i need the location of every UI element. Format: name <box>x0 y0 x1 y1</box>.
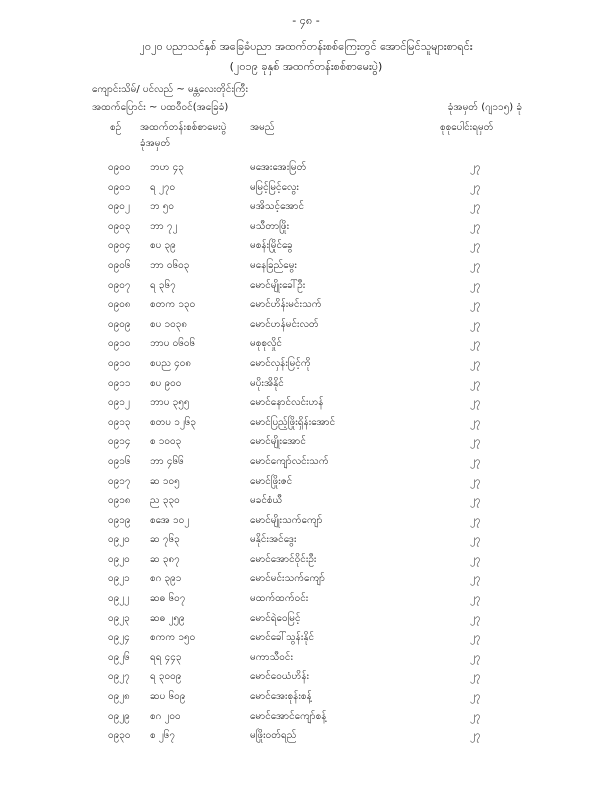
roll-number: ရရ ၄၄၃ <box>150 651 182 663</box>
row-number: ၀၉၂၇ <box>108 671 130 683</box>
table-row <box>0 709 612 729</box>
student-name: မအေးအေးမြတ် <box>250 162 307 173</box>
row-number: ၀၉၀၉ <box>108 318 131 330</box>
row-number: ၀၉၀၈ <box>108 299 131 311</box>
total-mark: ၂၇ <box>470 416 481 428</box>
table-row <box>0 513 612 533</box>
table-row <box>0 728 612 748</box>
roll-number: ဆ ၇၆၃ <box>150 534 180 546</box>
student-name: မအိသင့်အောင် <box>250 201 304 213</box>
row-number: ၀၉၀၆ <box>108 259 131 271</box>
student-name: မစုစုလှိုင် <box>250 338 282 350</box>
table-row <box>0 571 612 591</box>
table-row <box>0 650 612 670</box>
roll-number: ဘာ ၄၆၆ <box>150 455 184 467</box>
row-number: ၀၉၁၂ <box>108 397 130 409</box>
table-row <box>0 669 612 689</box>
roll-number: ဘ ၅၀ <box>150 201 175 213</box>
student-name: မကာသီဝင်း <box>250 651 293 663</box>
student-name: မမြင့်မြင့်လွေး <box>250 181 299 193</box>
table-row <box>0 474 612 494</box>
row-number: ၀၉၀၇ <box>108 279 131 291</box>
student-name: မသီတာဖြိုး <box>250 220 290 232</box>
student-name: မနိုင်းအင်ဒွေး <box>250 534 297 546</box>
col-header-roll: အထက်တန်းစစ်စာမေးပွဲ <box>140 122 227 133</box>
student-name: မောင်မျိုးခေါ်ဦး <box>250 279 306 291</box>
table-row <box>0 258 612 278</box>
total-mark: ၂၇ <box>470 299 481 311</box>
col-header-no: စဉ် <box>110 122 122 133</box>
total-mark: ၂၇ <box>470 730 481 742</box>
student-name: မောင်ဖြိုးဇင် <box>250 475 293 487</box>
row-number: ၀၉၀၂ <box>108 201 130 213</box>
student-name: မောင်ပြည့်ဖြိုးရှိန်းအောင် <box>250 416 336 428</box>
col-header-mark: စုစုပေါင်းရမှတ် <box>440 122 494 133</box>
student-name: မခင်စံယီ <box>250 495 283 507</box>
table-row <box>0 532 612 552</box>
row-number: ၀၉၁၆ <box>108 455 131 467</box>
row-number: ၀၉၂၄ <box>108 632 130 644</box>
document-title: ၂၀၂၀ ပညာသင်နှစ် အခြေခံပညာ အထက်တန်းစစ်ကြေးတွင် အောင်မြင်သူများစာရင်း <box>139 40 473 53</box>
table-row <box>0 376 612 396</box>
table-row <box>0 160 612 180</box>
row-number: ၀၉၁၁ <box>108 377 131 389</box>
student-name: မောင်အေးစုန်းစန့် <box>250 691 312 703</box>
total-mark: ၂၇ <box>470 612 481 624</box>
roll-number: စပ ၁၀၃၈ <box>150 318 188 330</box>
roll-number: ဆဓ ၂၅၉ <box>150 612 185 624</box>
table-row <box>0 611 612 631</box>
total-mark: ၂၇ <box>470 495 481 507</box>
total-mark: ၂၇ <box>470 671 481 683</box>
roll-number: စ ၁၀၀၃ <box>150 436 182 448</box>
table-row <box>0 415 612 435</box>
table-row <box>0 454 612 474</box>
total-mark: ၂၇ <box>470 338 481 350</box>
roll-number: စ ၂၆၇ <box>150 730 175 742</box>
total-mark: ၂၇ <box>470 710 481 722</box>
total-mark: ၂၇ <box>470 397 481 409</box>
total-mark: ၂၇ <box>470 240 481 252</box>
roll-number: ရ ၃၆၇ <box>150 279 176 291</box>
region-label: ကျောင်းသိမ်/ ပင်လည် ~ မန္တလေးတိုင်းကြီး <box>92 84 249 95</box>
total-mark: ၂၇ <box>470 534 481 546</box>
table-row <box>0 199 612 219</box>
row-number: ၀၉၃၀ <box>108 730 131 742</box>
student-name: မောင်ကျော်လင်းသက် <box>250 455 329 467</box>
page-number: - ၄၈ - <box>292 14 320 27</box>
student-name: မောင်အောင်ကျော်စန့် <box>250 710 327 722</box>
total-mark: ၂၇ <box>470 651 481 663</box>
roll-number: စတက ၁၃၀ <box>150 299 196 311</box>
row-number: ၀၉၁၈ <box>108 495 131 507</box>
roll-number: ဘာပ ၀၆၀၆ <box>150 338 196 350</box>
total-mark: ၂၇ <box>470 201 481 213</box>
table-row <box>0 395 612 415</box>
total-mark: ၂၇ <box>470 279 481 291</box>
row-number: ၀၉၀၄ <box>108 240 131 252</box>
total-mark: ၂၇ <box>470 377 481 389</box>
row-number: ၀၉၂၆ <box>108 651 130 663</box>
table-row <box>0 297 612 317</box>
total-mark: ၂၇ <box>470 436 481 448</box>
row-number: ၀၉၂၉ <box>108 710 130 722</box>
roll-number: စပ ၉၀၀ <box>150 377 182 389</box>
roll-number: စအေ ၁၀၂ <box>150 514 190 526</box>
roll-number: စပည ၄၀၈ <box>150 357 192 369</box>
row-number: ၀၉၁၀ <box>108 357 131 369</box>
row-number: ၀၉၀၁ <box>108 181 131 193</box>
table-row <box>0 356 612 376</box>
row-number: ၀၉၂၀ <box>108 553 130 565</box>
row-number: ၀၉၀၀ <box>108 162 131 173</box>
total-mark: ၂၇ <box>470 691 481 703</box>
total-mark: ၂၇ <box>470 632 481 644</box>
col-header-roll-sub: ခုံအမှတ် <box>140 138 171 149</box>
student-name: မောင်ရဲဝေမြင့် <box>250 612 301 624</box>
total-mark: ၂၇ <box>470 573 481 585</box>
table-row <box>0 238 612 258</box>
roll-number: ဆ ၃၈၇ <box>150 553 180 565</box>
total-mark: ၂၇ <box>470 220 481 232</box>
table-row <box>0 336 612 356</box>
row-number: ၀၉၁၄ <box>108 436 131 448</box>
table-row <box>0 219 612 239</box>
roll-number: စဂ ၃၉၁ <box>150 573 182 585</box>
table-row <box>0 180 612 200</box>
table-row <box>0 278 612 298</box>
student-name: မောင်ဝေယံဟိန်း <box>250 671 310 683</box>
roll-number: စတပ ၁၂၆၃ <box>150 416 197 428</box>
table-row <box>0 317 612 337</box>
roll-number: စဂ ၂၀၀ <box>150 710 181 722</box>
table-row <box>0 591 612 611</box>
row-number: ၀၉၁၃ <box>108 416 131 428</box>
school-label: အထက်ပြောင်း ~ ပထဝီဝင်(အခြေခံ) <box>92 102 229 113</box>
total-mark: ၂၇ <box>470 259 481 271</box>
student-name: မထက်ထက်ဝင်း <box>250 593 309 605</box>
document-subtitle: (၂၀၁၉ ခုနှစ် အထက်တန်းစစ်စာမေးပွဲ) <box>229 60 383 73</box>
roll-number: ဘာ ၇၂ <box>150 220 178 232</box>
roll-number: ရ ၂၇၀ <box>150 181 176 193</box>
roll-number: ဆ ၁၀၅ <box>150 475 180 487</box>
row-number: ၀၉၁၉ <box>108 514 131 526</box>
roll-number: ဘာပ ၃၅၅ <box>150 397 190 409</box>
row-number: ၀၉၀၃ <box>108 220 131 232</box>
column-headers <box>0 120 612 154</box>
total-mark: ၂၇ <box>470 593 481 605</box>
table-row <box>0 552 612 572</box>
total-mark: ၂၇ <box>470 162 481 173</box>
table-row <box>0 434 612 454</box>
student-name: မောင်လှန်းမြင့်ကို <box>250 357 311 369</box>
roll-number: စကက ၁၅၀ <box>150 632 196 644</box>
student-name: မဖြိုးဝတ်ရည် <box>250 730 297 742</box>
row-number: ၀၉၂၀ <box>108 534 130 546</box>
row-number: ၀၉၂၁ <box>108 573 130 585</box>
student-name: မောင်မင်းသက်ကျော် <box>250 573 325 585</box>
student-name: မောင်နောင်လင်းဟန် <box>250 397 324 409</box>
roll-number: ည ၃၃၀ <box>150 495 180 507</box>
student-name: မောင်မျိုးသက်ကျော် <box>250 514 323 526</box>
roll-number: စပ ၃၉ <box>150 240 176 252</box>
student-name: မောင်ဟန်မင်းလတ် <box>250 318 319 330</box>
results-list <box>0 160 612 748</box>
roll-number: ဘဟ ၄၃ <box>150 162 184 173</box>
roll-number: ဘာ ၀၆၀၃ <box>150 259 190 271</box>
total-mark: ၂၇ <box>470 357 481 369</box>
exam-year-label: ခုံအမှတ် (ဂျ၁၁၅) ခုံ <box>447 102 522 113</box>
total-mark: ၂၇ <box>470 514 481 526</box>
student-name: မောင်အောင်ဝိုင်းဦး <box>250 553 317 565</box>
table-row <box>0 493 612 513</box>
student-name: မောင်မျိုးအောင် <box>250 436 306 448</box>
row-number: ၀၉၂၈ <box>108 691 130 703</box>
total-mark: ၂၇ <box>470 475 481 487</box>
total-mark: ၂၇ <box>470 553 481 565</box>
col-header-name: အမည် <box>250 122 275 133</box>
row-number: ၀၉၂၂ <box>108 593 130 605</box>
roll-number: ဆပ ၆၀၉ <box>150 691 186 703</box>
row-number: ၀၉၁၀ <box>108 338 131 350</box>
total-mark: ၂၇ <box>470 318 481 330</box>
roll-number: ဆဓ ၆၀၇ <box>150 593 186 605</box>
table-row <box>0 630 612 650</box>
total-mark: ၂၇ <box>470 455 481 467</box>
student-name: မစန်းမြိုင်ခွေ <box>250 240 293 252</box>
row-number: ၀၉၂၃ <box>108 612 130 624</box>
student-name: မနေခြည်မွေး <box>250 259 297 271</box>
row-number: ၀၉၁၇ <box>108 475 131 487</box>
total-mark: ၂၇ <box>470 181 481 193</box>
student-name: မောင်ခေါ်သွန်းနိုင် <box>250 632 315 644</box>
student-name: မပိုးအိနိုင် <box>250 377 284 389</box>
student-name: မောင်ဟိန်းမင်းသက် <box>250 299 322 311</box>
table-row <box>0 689 612 709</box>
roll-number: ရ ၃၀၀၉ <box>150 671 182 683</box>
